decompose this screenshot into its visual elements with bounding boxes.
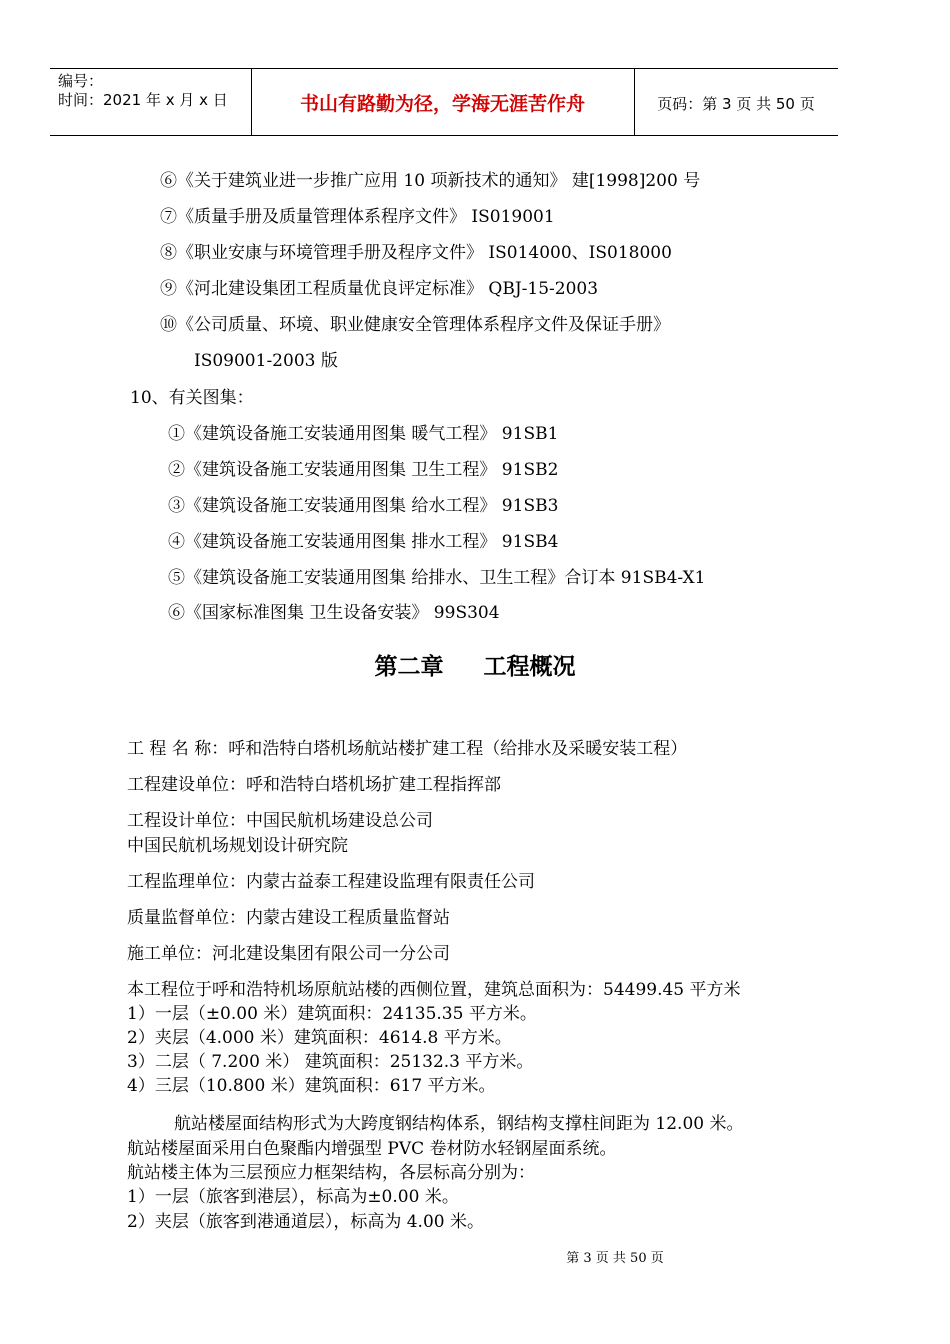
info-line: 工程监理单位：内蒙古益泰工程建设监理有限责任公司 — [127, 872, 535, 892]
info-line: 航站楼屋面采用白色聚酯内增强型 PVC 卷材防水轻钢屋面系统。 — [127, 1139, 617, 1159]
info-line: 3）二层（ 7.200 米） 建筑面积：25132.3 平方米。 — [127, 1052, 534, 1072]
list-item: ⑩《公司质量、环境、职业健康安全管理体系程序文件及保证手册》 — [160, 315, 670, 335]
document-date: 时间：2021 年 x 月 x 日 — [58, 91, 228, 109]
info-line: 本工程位于呼和浩特机场原航站楼的西侧位置，建筑总面积为：54499.45 平方米 — [127, 980, 741, 1000]
list-item: ⑤《建筑设备施工安装通用图集 给排水、卫生工程》合订本 91SB4-X1 — [168, 568, 706, 588]
list-item: ⑨《河北建设集团工程质量优良评定标准》 QBJ-15-2003 — [160, 279, 599, 299]
header-motto: 书山有路勤为径，学海无涯苦作舟 — [299, 93, 585, 115]
info-line: 1）一层（±0.00 米）建筑面积：24135.35 平方米。 — [127, 1004, 537, 1024]
info-line: 中国民航机场规划设计研究院 — [127, 836, 348, 856]
list-item: ①《建筑设备施工安装通用图集 暖气工程》 91SB1 — [168, 424, 559, 444]
list-item: ②《建筑设备施工安装通用图集 卫生工程》 91SB2 — [168, 460, 559, 480]
page-header — [50, 68, 838, 136]
info-line: 2）夹层（旅客到港通道层），标高为 4.00 米。 — [127, 1212, 484, 1232]
info-line: 施工单位：河北建设集团有限公司一分公司 — [127, 944, 450, 964]
info-line: 工 程 名 称：呼和浩特白塔机场航站楼扩建工程（给排水及采暖安装工程） — [127, 739, 688, 759]
list-item: ⑥《国家标准图集 卫生设备安装》 99S304 — [168, 603, 500, 623]
chapter-title: 第二章 工程概况 — [374, 654, 576, 680]
header-page-info: 页码：第 3 页 共 50 页 — [657, 95, 815, 113]
info-line: 质量监督单位：内蒙古建设工程质量监督站 — [127, 908, 450, 928]
page-footer: 第 3 页 共 50 页 — [566, 1251, 664, 1266]
info-line: 航站楼屋面结构形式为大跨度钢结构体系，钢结构支撑柱间距为 12.00 米。 — [174, 1114, 744, 1134]
info-line: 2）夹层（4.000 米）建筑面积：4614.8 平方米。 — [127, 1028, 512, 1048]
list-item: ⑥《关于建筑业进一步推广应用 10 项新技术的通知》 建[1998]200 号 — [160, 171, 701, 191]
info-line: 航站楼主体为三层预应力框架结构，各层标高分别为： — [127, 1163, 535, 1183]
list-item: ③《建筑设备施工安装通用图集 给水工程》 91SB3 — [168, 496, 559, 516]
info-line: 工程设计单位：中国民航机场建设总公司 — [127, 811, 433, 831]
atlas-section-title: 10、有关图集： — [130, 388, 254, 408]
list-item: ⑧《职业安康与环境管理手册及程序文件》 IS014000、IS018000 — [160, 243, 672, 263]
list-item: ④《建筑设备施工安装通用图集 排水工程》 91SB4 — [168, 532, 559, 552]
info-line: 工程建设单位：呼和浩特白塔机场扩建工程指挥部 — [127, 775, 501, 795]
header-meta — [58, 72, 228, 110]
list-item: ⑦《质量手册及质量管理体系程序文件》 IS019001 — [160, 207, 555, 227]
info-line: 1）一层（旅客到港层），标高为±0.00 米。 — [127, 1187, 459, 1207]
document-number-label: 编号： — [58, 72, 104, 90]
list-item: IS09001-2003 版 — [194, 351, 338, 371]
info-line: 4）三层（10.800 米）建筑面积：617 平方米。 — [127, 1076, 496, 1096]
